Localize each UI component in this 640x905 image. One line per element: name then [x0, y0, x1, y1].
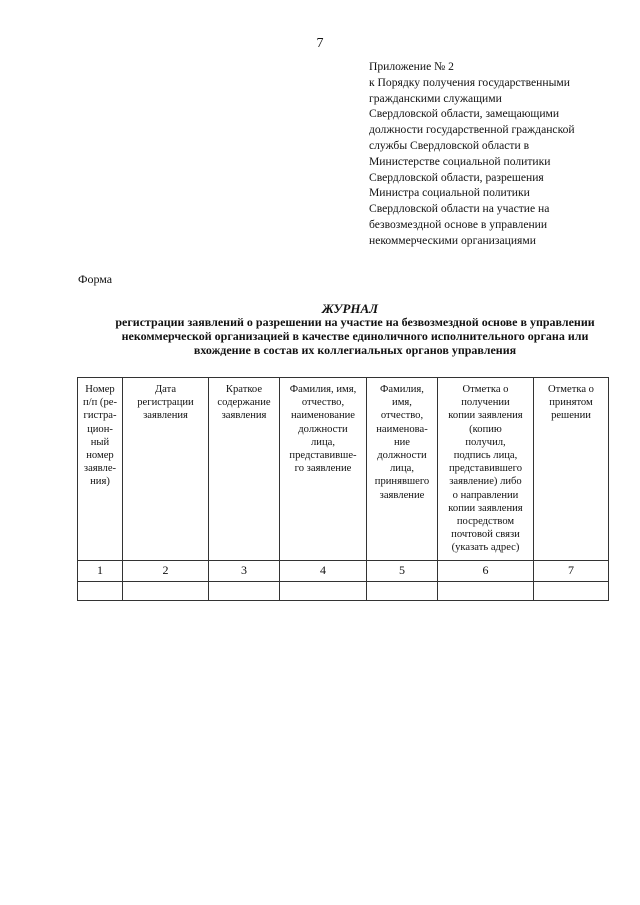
table-header-row [78, 378, 609, 561]
column-number: 5 [367, 561, 438, 582]
column-number: 3 [209, 561, 280, 582]
header-cell-receiver: Фамилия, имя, отчество, наименова- ние должности лица, принявшего заявление [367, 378, 438, 561]
header-cell-date: Дата регистрации заявления [123, 378, 209, 561]
empty-cell [534, 582, 609, 601]
journal-title: ЖУРНАЛ [321, 301, 379, 316]
journal-subtitle-line: регистрации заявлений о разрешении на участие на безвозмездной основе в управлении [115, 315, 595, 329]
column-number: 2 [123, 561, 209, 582]
column-number: 1 [78, 561, 123, 582]
appendix-line: безвозмездной основе в управлении [369, 217, 548, 231]
appendix-line: Свердловской области, разрешения [369, 170, 544, 184]
empty-cell [123, 582, 209, 601]
appendix-line: Министра социальной политики [369, 186, 530, 200]
empty-cell [78, 582, 123, 601]
appendix-line: некоммерческими организациями [369, 233, 536, 247]
appendix-line: Министерстве социальной политики [369, 154, 551, 168]
empty-cell [280, 582, 367, 601]
header-cell-summary: Краткое содержание заявления [209, 378, 280, 561]
form-label: Форма [78, 272, 113, 286]
page-number: 7 [316, 36, 324, 51]
journal-subtitle [70, 315, 640, 357]
header-cell-submitter: Фамилия, имя, отчество, наименование должности лица, представивше- го заявление [280, 378, 367, 561]
column-number: 4 [280, 561, 367, 582]
journal-subtitle-line: некоммерческой организацией в качестве единоличного исполнительного органа или [121, 329, 589, 343]
appendix-line: к Порядку получения государственными [369, 75, 570, 89]
column-number: 7 [534, 561, 609, 582]
appendix-line: Свердловской области, замещающими [369, 107, 560, 121]
appendix-title: Приложение № 2 [369, 60, 454, 73]
appendix-line: службы Свердловской области в [369, 138, 530, 152]
header-cell-number: Номер п/п (ре- гистра- цион- ный номер заявле- ния) [78, 378, 123, 561]
column-number: 6 [438, 561, 534, 582]
empty-cell [367, 582, 438, 601]
table-number-row [78, 561, 609, 582]
header-cell-copy-mark: Отметка о получении копии заявления (копию получил, подпись лица, представившего заявление) либо о направлении копии заявления посредством почтовой связи (указать адрес) [438, 378, 534, 561]
empty-cell [438, 582, 534, 601]
journal-table [77, 377, 609, 601]
appendix-line: должности государственной гражданской [369, 123, 575, 137]
appendix-line: гражданскими служащими [369, 91, 502, 105]
header-cell-decision: Отметка о принятом решении [534, 378, 609, 561]
empty-cell [209, 582, 280, 601]
table-empty-row [78, 582, 609, 601]
appendix-block [369, 59, 619, 249]
appendix-line: Свердловской области на участие на [369, 202, 550, 216]
journal-subtitle-line: вхождение в состав их коллегиальных органов управления [193, 343, 517, 357]
